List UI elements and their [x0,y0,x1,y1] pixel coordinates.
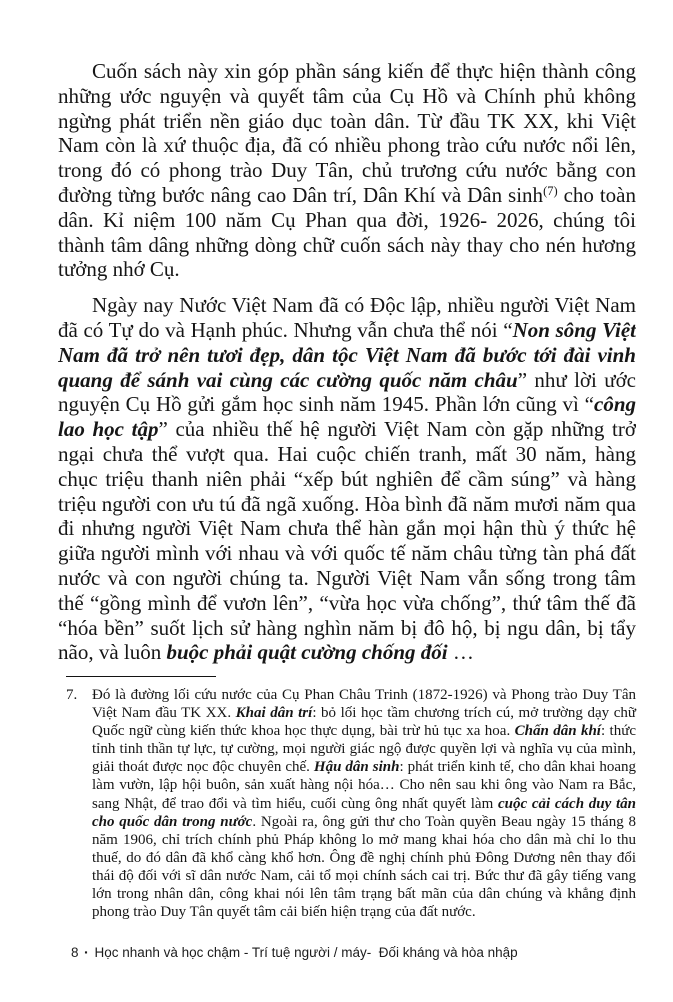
quoted-emphasis-run: Non sông Việt Nam đã trở nên tươi đẹp, dân tộc Việt Nam đã bước tới đài vinh quang để sánh vai cùng các cường quốc năm châu [58,317,636,392]
quoted-emphasis-run: công lao học tập [58,392,636,442]
emphasis-run: Khai dân trí [235,705,313,722]
text-run: . Ngoài ra, ông gửi thư cho Toàn quyền Beau ngày 15 tháng 8 năm 1906, chỉ trích chính phủ Pháp không lo mở mang khai hóa cho dân mà chỉ lo thu thuế, do đó dân đã khổ càng khổ hơn. Ông đề nghị chính phủ Đông Dương nên thay đổi thái độ đối với sĩ dân nước Nam, cải tổ mọi chính sách cai trị. Bức thư đã gây tiếng vang lớn trong nhân dân, công khai nói lên tâm trạng bất mãn của dân chúng và khẳng định phong trào Duy Tân quyết tâm cải biến hiện trạng của đất nước. [92,813,636,921]
text-run: : bỏ lối học tầm chương trích cú, mở trường dạy chữ Quốc ngữ cùng kiến thức khoa học thực dụng, bài trừ hủ tục xa hoa. [92,705,636,740]
footnote-number: 7. [66,687,78,703]
emphasis-run: buộc phải quật cường chống đối [166,640,448,665]
text-run: : phát triển kinh tế, cho dân khai hoang làm vườn, lập hội buôn, sản xuất hàng nội hóa… Cho nên sau khi ông vào Nam ra Bắc, sang Nhật, để trao đổi và tìm hiểu, cuối cùng ông nhất quyết làm [92,759,636,812]
emphasis-run: Hậu dân sinh [313,759,400,776]
running-title: Học nhanh và học chậm - Trí tuệ người / máy- Đối kháng và hòa nhập [94,945,518,960]
text-run: cho toàn dân. Kỉ niệm 100 năm Cụ Phan qua đời, 1926- 2026, chúng tôi thành tâm dâng những dòng chữ cuốn sách này thay cho nén hương tưởng nhớ Cụ. [58,182,636,282]
text-run: : thức tỉnh tinh thần tự lực, tự cường, mọi người giác ngộ được quyền lợi và nghĩa vụ của mình, giải thoát được nọc độc chuyên chế. [92,723,637,776]
text-run: Ngày nay Nước Việt Nam đã có Độc lập, nhiều người Việt Nam đã có Tự do và Hạnh phúc. Nhưng vẫn chưa thể nói “ [58,293,636,342]
footnote-text [92,686,636,921]
square-bullet-icon: ▪ [84,947,88,958]
emphasis-run: cuộc cải cách duy tân cho quốc dân trong nước [92,795,636,830]
text-run: Cuốn sách này xin góp phần sáng kiến để thực hiện thành công những ước nguyện và quyết tâm của Cụ Hồ và Chính phủ không ngừng phát triển nền giáo dục toàn dân. Từ đầu TK XX, khi Việt Nam còn là xứ thuộc địa, đã có nhiều phong trào cứu nước nổi lên, trong đó có phong trào Duy Tân, chủ trương cứu nước bằng con đường từng bước nâng cao Dân trí, Dân Khí và Dân sinh [58,59,636,207]
text-run: … [447,640,474,665]
page-number: 8 [71,945,79,960]
text-run: ” như lời ước nguyện Cụ Hồ gửi gắm học sinh năm 1945. Phần lớn cũng vì “ [58,367,636,417]
body-paragraph-2 [58,293,636,665]
body-paragraph-1 [58,59,636,282]
footnote-7 [58,686,636,921]
footnote-separator [66,676,216,677]
footnote-section [58,676,636,921]
text-run: ” của nhiều thế hệ người Việt Nam còn gặp những trở ngại chưa thể vượt qua. Hai cuộc chiến tranh, mất 30 năm, hàng chục triệu thanh niên phải “xếp bút nghiên để cầm súng” và hàng triệu người con ưu tú đã ngã xuống. Hòa bình đã năm mươi năm qua đi nhưng người Việt Nam chưa thể hàn gắn mọi hận thù ý thức hệ giữa người mình với nhau và với quốc tế năm châu từng tàn phá đất nước và con người chúng ta. Người Việt Nam vẫn sống trong tâm thế “gồng mình để vươn lên”, “vừa học vừa chống”, thứ tâm thế đã “hóa bền” suốt lịch sử hàng nghìn năm bị đô hộ, bị ngu dân, bị tẩy não, và luôn [58,417,636,665]
footnote-reference-marker: (7) [543,183,558,198]
body-text-column [58,59,636,675]
emphasis-run: Chấn dân khí [514,723,601,740]
text-run: Đó là đường lối cứu nước của Cụ Phan Châu Trinh (1872-1926) và Phong trào Duy Tân Việt Nam đầu TK XX. [92,687,636,722]
page-footer [71,945,518,960]
